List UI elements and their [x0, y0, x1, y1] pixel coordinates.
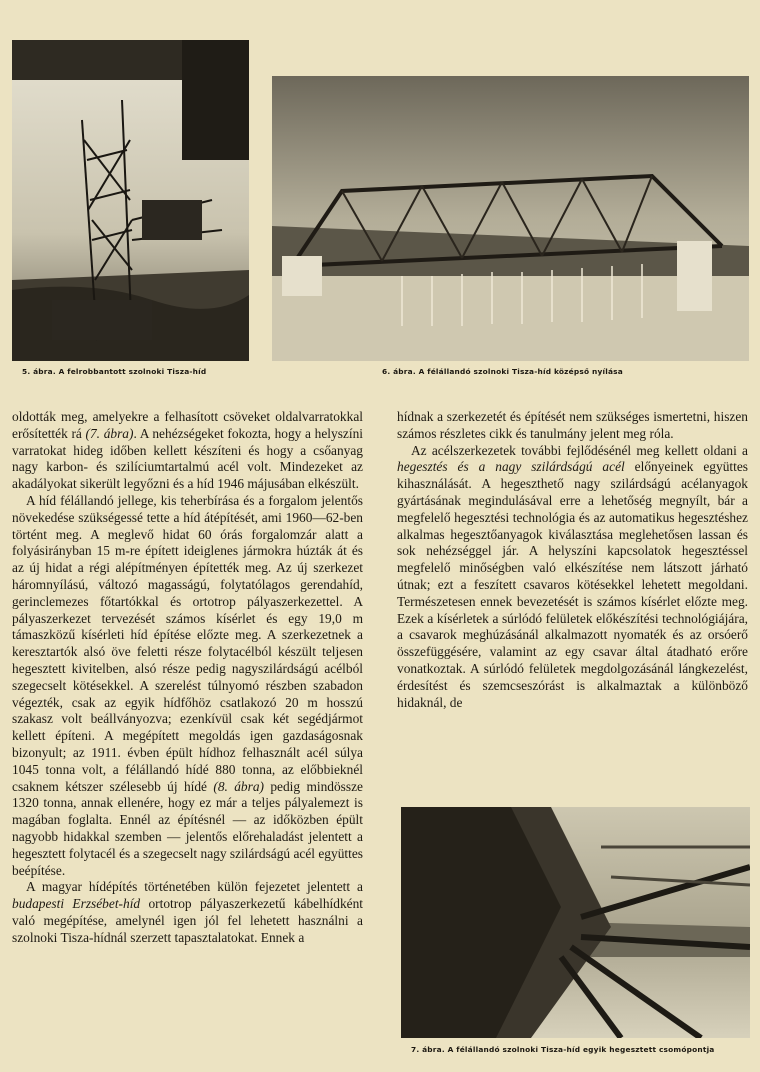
paragraph: [12, 493, 363, 879]
paragraph: [12, 879, 363, 946]
emphasized-text: (7. ábra): [85, 425, 134, 441]
paragraph: [397, 409, 748, 443]
right-text-column: [397, 409, 748, 711]
emphasized-text: (8. ábra): [213, 778, 264, 794]
text-run: A magyar hídépítés történetében külön fejezetet jelentett a: [26, 879, 363, 895]
emphasized-text: hegesztés és a nagy szilárdságú acél: [397, 459, 625, 475]
text-run: pedig mindössze 1320 tonna, annak ellenére, hogy ez már a teljes pályalemezt is magában foglalta. Ennél az építésnél — az időközben épült nagyobb hidakkal szemben — jelentős előrehaladást jelentett a hegesztett folytacél és a szegecselt nagy szilárdságú acél együttes beépítése.: [12, 778, 363, 878]
paragraph: [397, 443, 748, 712]
figure-7-photo: [401, 807, 750, 1038]
text-run: Az acélszerkezetek további fejlődésénél meg kellett oldani a: [411, 442, 748, 458]
text-run: . A nehézségeket fokozta, hogy a helyszíni varratokat hideg időben kellett készíteni és hogy a csőanyag nagy karbon- és szilíciumtartalmú acél volt. Mindezeket az akadályokat sikerült legyőzni és a híd 1946 májusában elkészült.: [12, 425, 363, 492]
text-run: hídnak a szerkezetét és építését nem szükséges ismertetni, hiszen számos részletes cikk és tanulmány jelent meg róla.: [397, 409, 748, 441]
text-run: előnyeinek együttes kihasználását. A hegeszthető nagy szilárdságú acélanyagok gyártásának megindulásával erre a lehetőség megnyílt, bár a megfelelő hegesztési technológia és az automatikus hegesztéshez alkalmas hegesztőanyagok kiválasztása meglehetősen lassan és sok nehézséggel jár. A helyszíni kapcsolatok hegesztéssel megfelelő minőségben való elkészítése nem látszott járható útnak; ezt a feszített csavaros kötésekkel lehetett megoldani. Természetesen ennek bevezetését is számos kísérlet előzte meg. Ezek a kísérletek a súrlódó felületek előkészítési technológiájára, a csavarok meghúzásánál alkalmazott nyomaték és az orsóerő összefüggésére, valamint az egy csavar által átadható erőre vonatkoztak. A súrlódó felületek megdolgozásánál lángkezelést, érdesítést és szemcseszórást is alkalmaztak a különböző hidaknál, de: [397, 459, 748, 710]
emphasized-text: budapesti Erzsébet-híd: [12, 896, 141, 912]
text-run: oldották meg, amelyekre a felhasított csöveket oldalvarratokkal erősítették rá: [12, 409, 363, 441]
figure-5-photo: [12, 40, 249, 361]
figure-7-caption: 7. ábra. A félállandó szolnoki Tisza-híd egyik hegesztett csomópontja: [411, 1045, 715, 1054]
text-run: A híd félállandó jellege, kis teherbírása és a forgalom jelentős növekedése szükségessé tette a híd átépítését, ami 1960—62-ben történt meg. A meglevő hidat 60 órás forgalomzár alatt a folyásirányban 15 m-re épített ideiglenes jármokra húzták át és az új hidat a régi alépítményen építették meg. Az új szerkezet háromnyílású, változó magasságú, folytatólagos gerendahíd, gerinclemezes főtartókkal és ortotrop pályaszerkezettel. A pályaszerkezet tervezését számos kísérlet és egy 19,0 m támaszközű kísérleti híd építése előzte meg. A szerkezetnek a keresztartók alsó öve feletti része folytacélból készült teljesen hegesztett kivitelben, alsó része pedig nagyszilárdságú acélból szegecselt kötésekkel. A szerelést túlnyomó részben szabadon végezték, csak az egyik hídfőhöz csatlakozó 20 m hosszú szakasz volt beállványozva; ezenkívül csak két segédjármot kellett építeni. A megépített megoldás igen gazdaságosnak bizonyult; az 1911. évben épült hídhoz felhasznált acél súlya 1045 tonna volt, a félállandó hídé 880 tonna, az előbbieknél csaknem kétszer szélesebb új hídé: [12, 492, 363, 794]
figure-6-photo: [272, 76, 749, 361]
figure-5-caption: 5. ábra. A felrobbantott szolnoki Tisza-híd: [22, 367, 207, 376]
paragraph: [12, 409, 363, 493]
figure-6-caption: 6. ábra. A félállandó szolnoki Tisza-híd középső nyílása: [382, 367, 623, 376]
text-run: ortotrop pályaszerkezetű kábelhídként való megépítése, amelynél igen jól fel lehetett használni a szolnoki Tisza-hídnál szerzett tapasztalatokat. Ennek a: [12, 896, 364, 945]
left-text-column: [12, 409, 363, 947]
